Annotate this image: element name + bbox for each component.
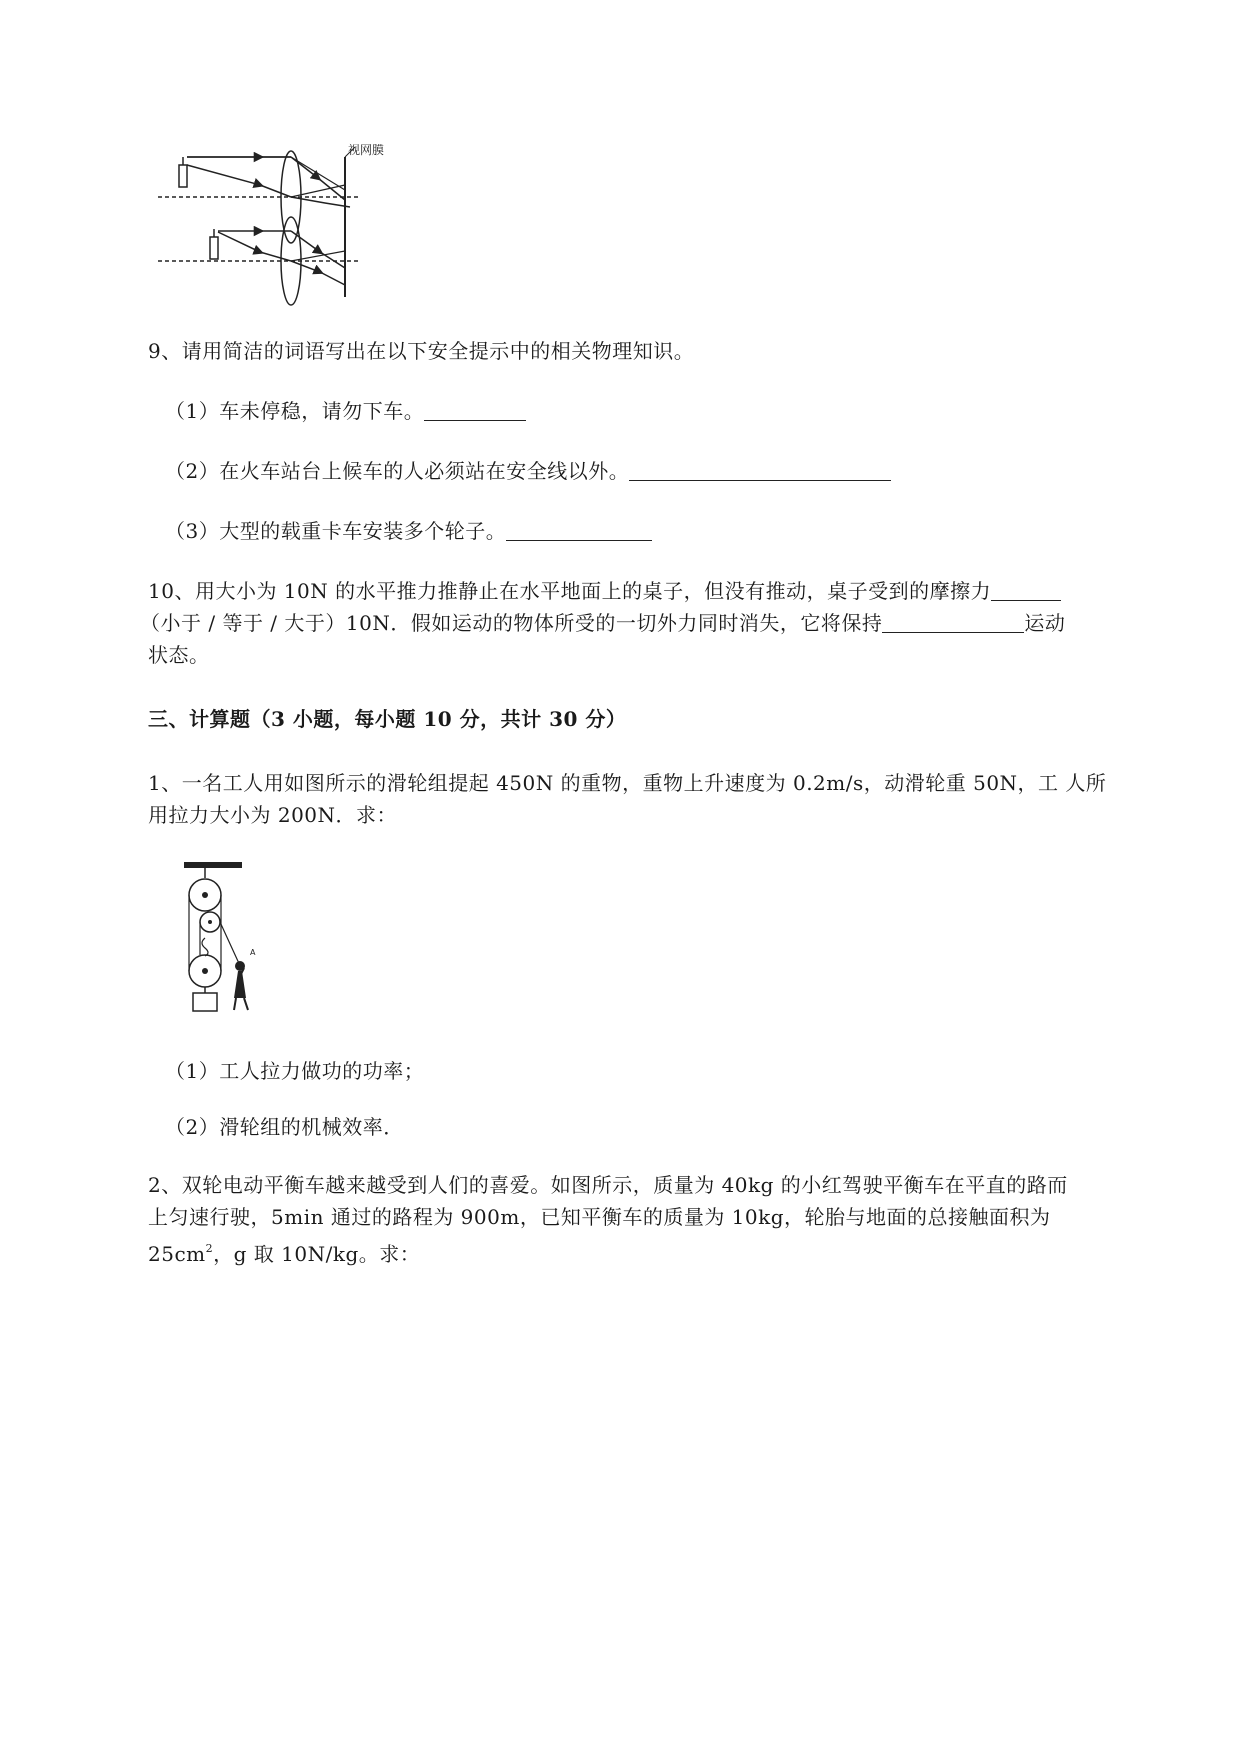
q10-line-1 — [148, 576, 1061, 606]
upper-ray-diagram — [158, 143, 384, 243]
ceiling-beam — [184, 862, 242, 868]
q10-blank-2[interactable] — [882, 612, 1024, 633]
object-candle-lower — [210, 237, 218, 259]
load-block — [193, 993, 217, 1011]
object-candle-upper — [179, 165, 187, 187]
q9-item-2-text: （2）在火车站台上候车的人必须站在安全线以外。 — [165, 459, 630, 483]
eye-lens-diagram — [150, 140, 450, 340]
calc1-line-1: 1、一名工人用如图所示的滑轮组提起 450N 的重物，重物上升速度为 0.2m/s，动滑轮重 50N，工 人所 — [148, 771, 1107, 795]
calc2-line-3-sup: 2 — [205, 1242, 214, 1255]
calc2-line-3 — [148, 1234, 420, 1269]
q10-line-3: 状态。 — [148, 643, 210, 667]
q9-item-3-text: （3）大型的载重卡车安装多个轮子。 — [165, 519, 507, 543]
retina-label: 视网膜 — [348, 143, 385, 157]
calc1-sub-1: （1）工人拉力做功的功率； — [165, 1059, 425, 1083]
worker-figure — [234, 948, 256, 1010]
q10-line-2-tail: 运动 — [1024, 611, 1066, 635]
calc2-line-3-area: 25cm — [148, 1242, 206, 1266]
svg-text:A: A — [250, 948, 256, 957]
q9-item-3-blank[interactable] — [506, 520, 652, 541]
q9-item-1-text: （1）车未停稳，请勿下车。 — [165, 399, 425, 423]
q9-stem: 9、请用简洁的词语写出在以下安全提示中的相关物理知识。 — [148, 339, 695, 363]
q9-item-2-blank[interactable] — [629, 460, 891, 481]
lower-ray-diagram — [158, 217, 360, 305]
calc2-line-3-rest: ，g 取 10N/kg。求： — [213, 1242, 421, 1266]
section-3-title: 三、计算题（3 小题，每小题 10 分，共计 30 分） — [148, 707, 627, 731]
q10-line-1-text: 10、用大小为 10N 的水平推力推静止在水平地面上的桌子，但没有推动，桌子受到的摩擦力 — [148, 579, 992, 603]
calc2-line-1: 2、双轮电动平衡车越来越受到人们的喜爱。如图所示，质量为 40kg 的小红驾驶平衡车在平直的路而 — [148, 1173, 1068, 1197]
calc1-sub-2: （2）滑轮组的机械效率． — [165, 1115, 404, 1139]
calc2-line-2: 上匀速行驶，5min 通过的路程为 900m，已知平衡车的质量为 10kg，轮胎与地面的总接触面积为 — [148, 1205, 1051, 1229]
pulley-system-figure — [180, 858, 280, 1018]
q9-item-1-blank[interactable] — [424, 400, 526, 421]
q9-item-3 — [165, 516, 652, 546]
q9-item-2 — [165, 456, 891, 486]
q10-blank-1[interactable] — [991, 580, 1061, 601]
calc1-line-2: 用拉力大小为 200N．求： — [148, 803, 398, 827]
q10-line-2-text: （小于 / 等于 / 大于）10N．假如运动的物体所受的一切外力同时消失，它将保持 — [140, 611, 883, 635]
q9-item-1 — [165, 396, 526, 426]
q10-line-2 — [140, 608, 1065, 638]
